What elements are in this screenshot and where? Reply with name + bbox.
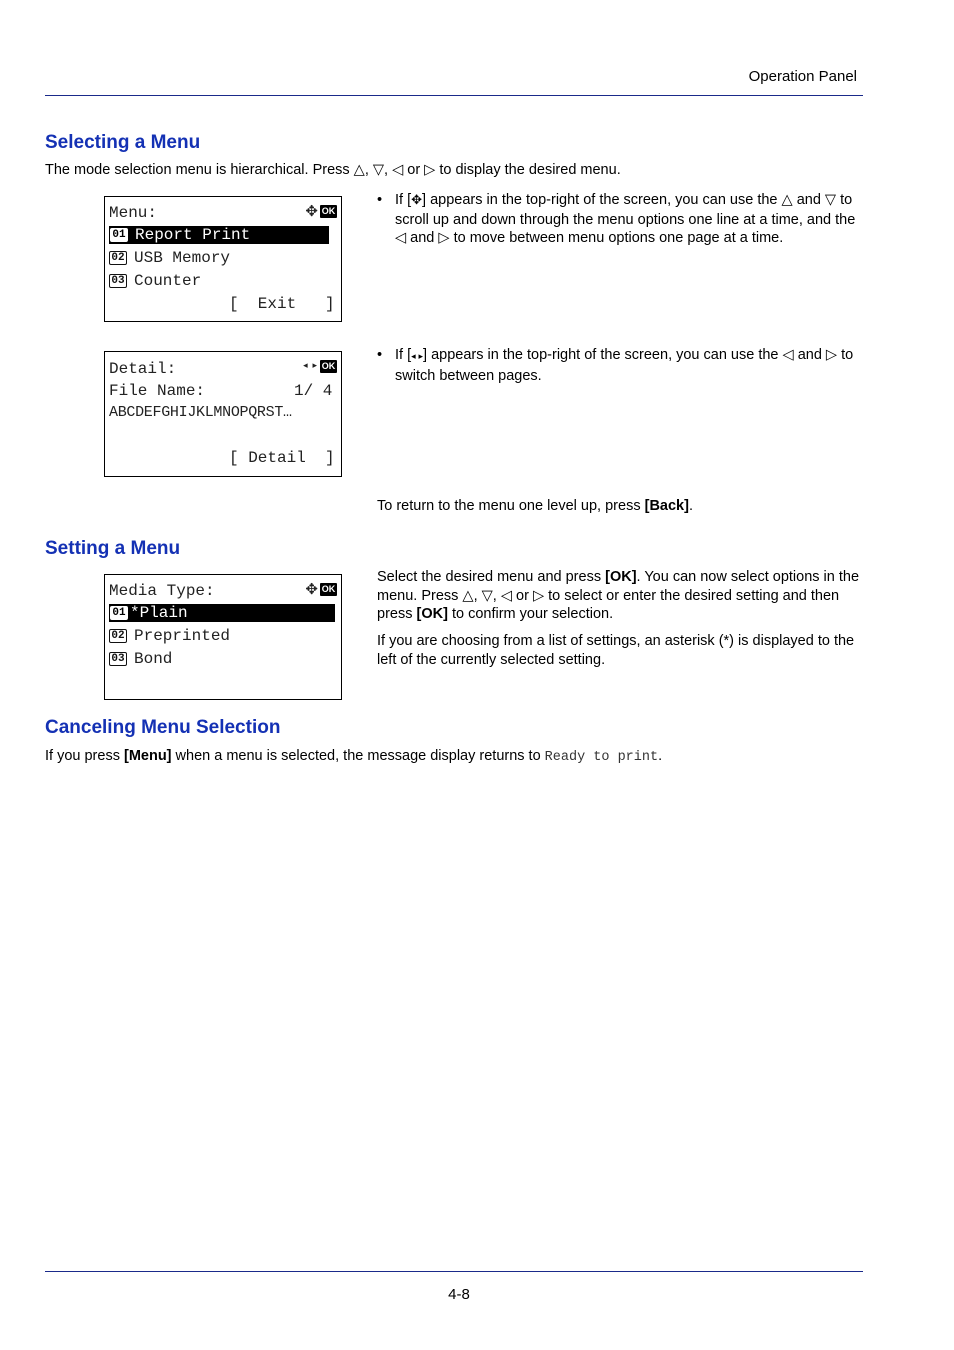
list-item-label: Report Print [135,226,251,244]
list-item [109,649,172,669]
item-number-badge: 02 [109,629,127,643]
lcd-screen-media-type [104,574,342,700]
list-item-label: *Plain [130,604,188,622]
item-number-badge: 03 [109,652,127,666]
text: to confirm your selection. [447,606,614,622]
ok-icon: OK [321,584,336,594]
lcd-title: Menu: [109,204,158,222]
page-indicator: 1/ 4 [294,382,333,400]
list-item [109,271,201,291]
lcd-title: Media Type: [109,582,215,600]
list-item-label: USB Memory [134,249,231,267]
four-way-nav-icon: ✥ [305,580,318,598]
bullet-text: If [ [395,192,412,208]
ok-icon: OK [321,206,336,216]
key-back: [Back] [644,498,689,514]
softkey-detail: [ Detail ] [229,449,335,467]
bullet-text: If [ [395,347,412,363]
item-number-badge: 01 [110,228,128,242]
text: If you press [45,748,124,764]
lcd-screen-menu [104,196,342,322]
list-item [109,248,230,268]
heading-canceling-menu: Canceling Menu Selection [45,717,281,738]
item-number-badge: 03 [109,274,127,288]
key-ok: [OK] [605,569,637,585]
text: To return to the menu one level up, press [377,498,645,514]
text: . You can now select options in the menu. Press △, ▽, ◁ or ▷ to select or enter the desired setting and then press [377,569,860,622]
text: Select the desired menu and press [377,569,606,585]
header-rule [45,95,863,96]
list-item-label: Bond [134,650,173,668]
bullet-lr-icon [377,346,863,385]
bullet-nav-icon [377,191,863,248]
list-item [110,225,250,245]
key-ok: [OK] [416,606,448,622]
bullet-text: ] appears in the top-right of the screen, you can use the △ and ▽ to scroll up and down through the menu options one line at a time, and the ◁ and ▷ to move between menu options one page at a time. [395,192,856,246]
setting-paragraph-2: If you are choosing from a list of settings, an asterisk (*) is displayed to the left of the currently selected setting. [377,633,855,668]
list-item-label: Preprinted [134,627,231,645]
back-instruction [377,497,863,516]
list-item [110,603,188,623]
text: when a menu is selected, the message display returns to [171,748,545,764]
list-item-label: Counter [134,272,202,290]
left-right-arrows-icon: ◂ ▸ [303,361,318,371]
ok-icon: OK [321,361,336,371]
list-item [109,626,230,646]
page-header-title: Operation Panel [748,68,857,85]
heading-setting-menu: Setting a Menu [45,538,181,559]
item-number-badge: 01 [110,606,128,620]
selection-highlight [109,604,335,622]
softkey-exit: [ Exit ] [229,295,335,313]
canceling-paragraph [45,747,662,767]
heading-selecting-menu: Selecting a Menu [45,132,201,153]
four-way-nav-icon: ✥ [305,202,318,220]
left-right-arrows-icon: ◂ ▸ [411,352,424,362]
setting-paragraph-1 [377,568,863,624]
ready-to-print-message: Ready to print [544,750,659,765]
selecting-intro: The mode selection menu is hierarchical. Press △, ▽, ◁ or ▷ to display the desired menu. [45,162,621,178]
selection-highlight [109,226,329,244]
file-name-label: File Name: [109,382,206,400]
item-number-badge: 02 [109,251,127,265]
file-name-value: ABCDEFGHIJKLMNOPQRST… [109,404,292,421]
page-number: 4-8 [448,1286,470,1303]
footer-rule [45,1271,863,1272]
lcd-title: Detail: [109,360,177,378]
bullet-text: ] appears in the top-right of the screen, you can use the ◁ and ▷ to switch between pages. [395,347,854,384]
text: . [688,498,693,514]
lcd-screen-detail [104,351,342,477]
four-way-nav-icon: ✥ [411,193,423,208]
text: . [658,748,663,764]
key-menu: [Menu] [123,748,172,764]
